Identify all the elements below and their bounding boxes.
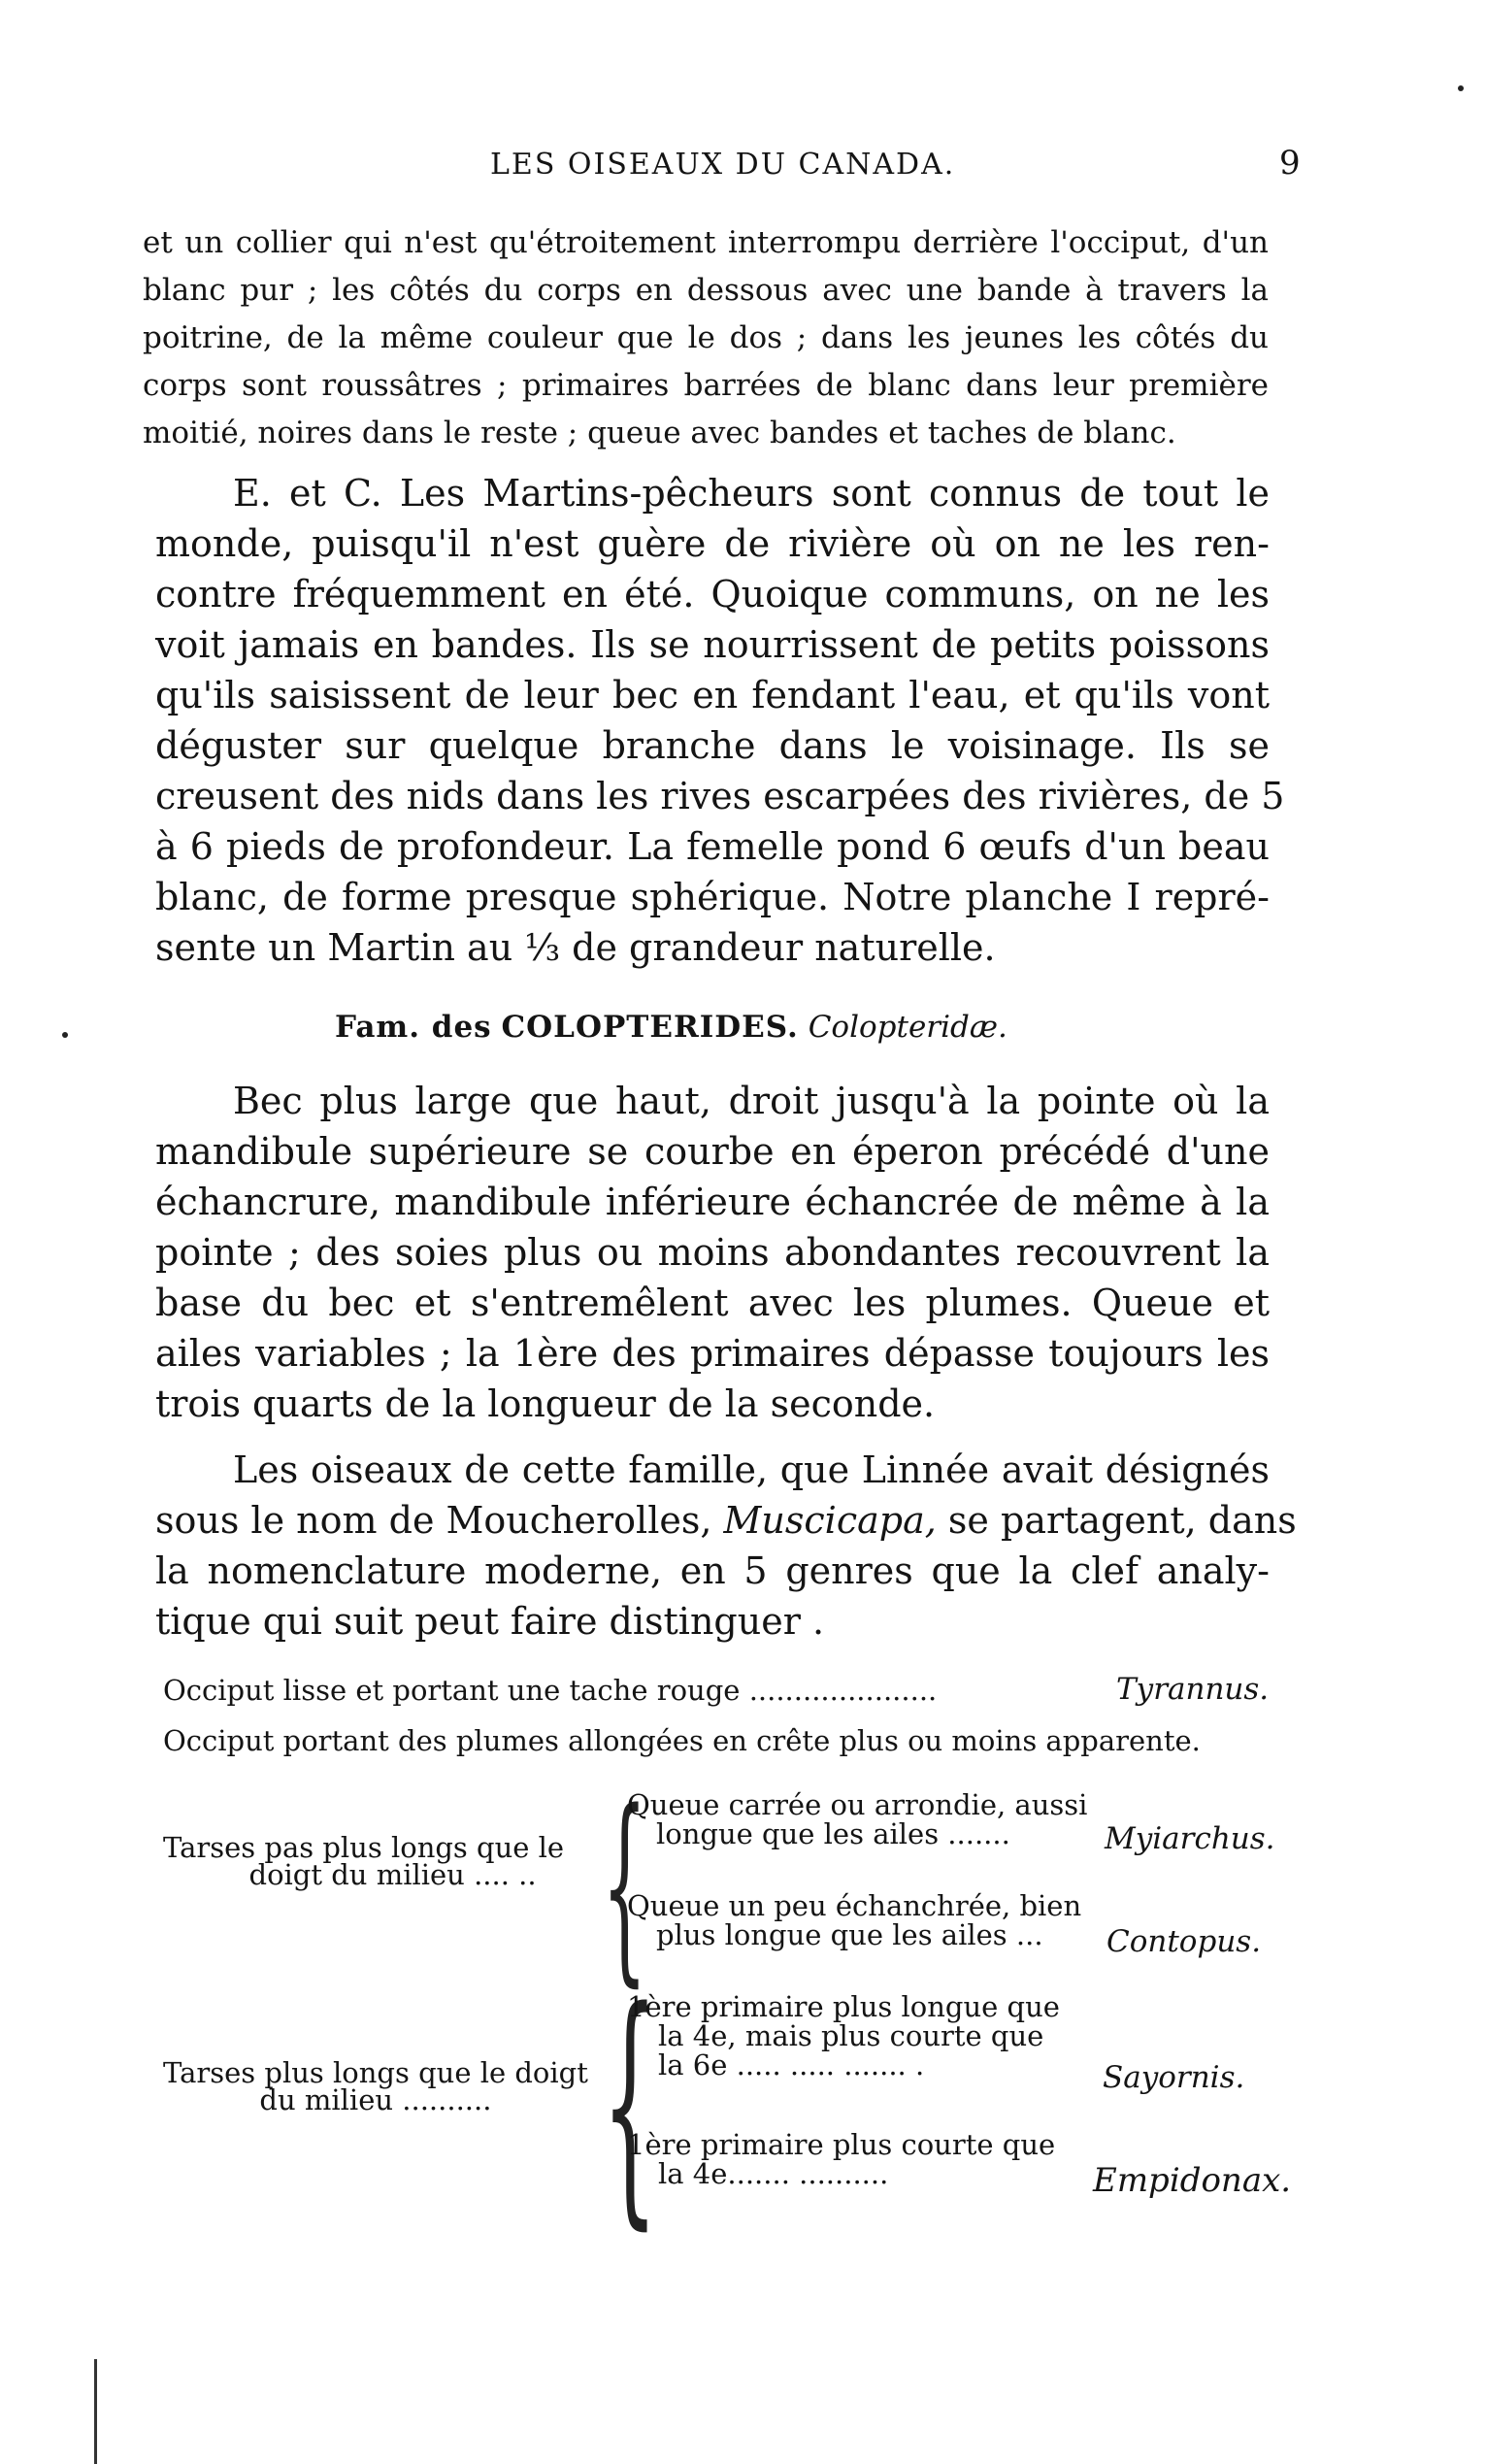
text-line: poitrine, de la même couleur que le dos ; dans les jeunes les côtés du [143,320,1269,355]
text-line: creusent des nids dans les rives escarpées des rivières, de 5 [155,775,1285,817]
text-line: Les oiseaux de cette famille, que Linnée avait désignés [233,1448,1270,1491]
margin-dot [1458,85,1464,91]
text-line: pointe ; des soies plus ou moins abondantes recouvrent la [155,1231,1270,1274]
intro-paragraph [143,219,1269,457]
page-number: 9 [1279,144,1301,183]
family-name: COLOPTERIDES. [501,1010,799,1045]
running-header: LES OISEAUX DU CANADA. [490,148,956,182]
text-line: contre fréquemment en été. Quoique communs, on ne les [155,573,1270,616]
group-b-label: Tarses plus longs que le doigt du milieu .......... [163,2056,588,2116]
text-line: base du bec et s'entremêlent avec les plumes. Queue et [155,1282,1270,1324]
binding-edge-line [94,2359,97,2464]
text-line: monde, puisqu'il n'est guère de rivière où on ne les ren- [155,522,1270,565]
paragraph-family-description [155,1076,1270,1429]
text-line: ailes variables ; la 1ère des primaires dépasse toujours les [155,1332,1270,1375]
genus-empidonax: Empidonax. [1093,2161,1292,2200]
genus-tyrannus: Tyrannus. [1116,1672,1270,1707]
text-line: moitié, noires dans le reste ; queue avec bandes et taches de blanc. [143,416,1176,450]
genus-sayornis: Sayornis. [1103,2060,1245,2095]
text-line: blanc, de forme presque sphérique. Notre planche I repré- [155,876,1270,918]
paragraph-genera-intro [155,1445,1297,1647]
text-line: qu'ils saisissent de leur bec en fendant l'eau, et qu'ils vont [155,674,1270,716]
brace-icon: { [602,1767,647,2005]
family-heading [335,1010,1007,1045]
text-line: déguster sur quelque branche dans le voisinage. Ils se [155,724,1270,767]
paragraph-kingfishers [155,468,1285,973]
text-line: tique qui suit peut faire distinguer . [155,1600,825,1643]
key-line-1: Occiput lisse et portant une tache rouge ..................... [163,1674,938,1707]
group-a-label: Tarses pas plus longs que le doigt du milieu .... .. [163,1831,565,1891]
brace-icon: { [602,1958,658,2251]
family-latin: Colopteridæ. [808,1010,1007,1045]
text-line: et un collier qui n'est qu'étroitement interrompu derrière l'occiput, d'un [143,225,1269,260]
text-line: sente un Martin au ⅓ de grandeur naturelle. [155,926,996,969]
margin-dot [62,1032,68,1038]
genus-contopus: Contopus. [1106,1924,1262,1959]
text-line: échancrure, mandibule inférieure échancrée de même à la [155,1181,1270,1223]
genus-myiarchus: Myiarchus. [1105,1821,1275,1856]
text-line: à 6 pieds de profondeur. La femelle pond 6 œufs d'un beau [155,825,1270,868]
key-line-2: Occiput portant des plumes allongées en crête plus ou moins apparente. [163,1724,1201,1757]
text-line: la nomenclature moderne, en 5 genres que la clef analy- [155,1549,1270,1592]
text-line: Bec plus large que haut, droit jusqu'à la pointe où la [233,1080,1270,1122]
text-line: mandibule supérieure se courbe en éperon précédé d'une [155,1130,1270,1173]
text-line: corps sont roussâtres ; primaires barrées de blanc dans leur première [143,368,1269,403]
key-choice-b1: 1ère primaire plus longue que la 4e, mais plus courte que la 6e ..... ..... ....... . [627,1990,1060,2081]
text-line: voit jamais en bandes. Ils se nourrissent de petits poissons [155,623,1270,666]
text-line: blanc pur ; les côtés du corps en dessous avec une bande à travers la [143,273,1269,308]
text-line: trois quarts de la longueur de la seconde. [155,1382,936,1425]
key-choice-a2: Queue un peu échanchrée, bien plus longue que les ailes ... [627,1889,1082,1951]
family-prefix: Fam. des [335,1010,492,1045]
text-line: E. et C. Les Martins-pêcheurs sont connus de tout le [233,472,1270,515]
key-choice-b2: 1ère primaire plus courte que la 4e....... .......... [627,2128,1056,2190]
key-choice-a1: Queue carrée ou arrondie, aussi longue que les ailes ....... [627,1788,1088,1850]
genus-muscicapa: Muscicapa, [723,1499,937,1542]
text-line: sous le nom de Moucherolles, Muscicapa, se partagent, dans [155,1499,1297,1542]
